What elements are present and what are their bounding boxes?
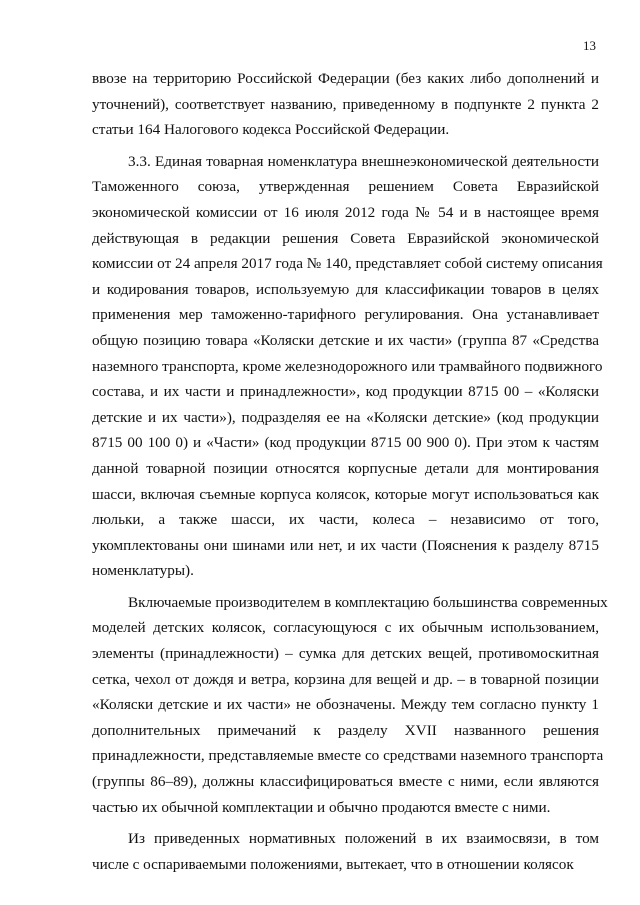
paragraph xyxy=(92,826,599,877)
paragraph-line: данной товарной позиции относятся корпусные детали для монтирования xyxy=(92,459,599,477)
paragraph-line: сетка, чехол от дождя и ветра, корзина для вещей и др. – в товарной позиции xyxy=(92,670,599,688)
paragraph-line: Таможенного союза, утвержденная решением Совета Евразийской xyxy=(92,178,599,196)
paragraph-line: укомплектованы они шинами или нет, и их части (Пояснения к разделу 8715 xyxy=(92,536,599,554)
page-number: 13 xyxy=(583,38,596,53)
paragraph-line: 8715 00 100 0) и «Части» (код продукции 8715 00 900 0). При этом к частям xyxy=(92,434,599,452)
paragraph-line: комиссии от 24 апреля 2017 года № 140, представляет собой систему описания xyxy=(92,255,603,273)
paragraph-line: статьи 164 Налогового кодекса Российской Федерации. xyxy=(92,121,450,139)
paragraph-line: «Коляски детские и их части» не обозначены. Между тем согласно пункту 1 xyxy=(92,696,599,714)
paragraph-line: и кодирования товаров, используемую для классификации товаров в целях xyxy=(92,280,599,298)
paragraph-line: экономической комиссии от 16 июля 2012 года № 54 и в настоящее время xyxy=(92,203,599,221)
paragraph-line: люльки, а также шасси, их части, колеса – независимо от того, xyxy=(92,511,599,529)
paragraph-line: (группы 86–89), должны классифицироваться вместе с ними, если являются xyxy=(92,773,599,791)
paragraph xyxy=(92,590,608,820)
paragraph-line: принадлежности, представляемые вместе со средствами наземного транспорта xyxy=(92,747,604,765)
paragraph-line: дополнительных примечаний к разделу XVII названного решения xyxy=(92,721,599,739)
paragraph-line: детские и их части»), подразделяя ее на «Коляски детские» (код продукции xyxy=(92,408,599,426)
paragraph-line: моделей детских колясок, согласующуюся с их обычным использованием, xyxy=(92,619,599,637)
paragraph xyxy=(92,66,599,143)
paragraph-line: наземного транспорта, кроме железнодорожного или трамвайного подвижного xyxy=(92,357,603,375)
document-body xyxy=(92,66,608,877)
paragraph xyxy=(92,149,603,584)
paragraph-line: Включаемые производителем в комплектацию большинства современных xyxy=(128,593,608,611)
paragraph-line: ввозе на территорию Российской Федерации (без каких либо дополнений и xyxy=(92,70,599,87)
paragraph-line: шасси, включая съемные корпуса колясок, которые могут использоваться как xyxy=(92,485,599,503)
paragraph-line: Из приведенных нормативных положений в их взаимосвязи, в том xyxy=(128,830,599,848)
paragraph-line: элементы (принадлежности) – сумка для детских вещей, противомоскитная xyxy=(92,645,599,663)
paragraph-line: общую позицию товара «Коляски детские и их части» (группа 87 «Средства xyxy=(92,331,599,349)
paragraph-line: числе с оспариваемыми положениями, вытекает, что в отношении колясок xyxy=(92,855,574,873)
paragraph-line: уточнений), соответствует названию, приведенному в подпункте 2 пункта 2 xyxy=(92,95,599,113)
paragraph-line: частью их обычной комплектации и обычно продаются вместе с ними. xyxy=(92,798,551,816)
paragraph-line: 3.3. Единая товарная номенклатура внешнеэкономической деятельности xyxy=(128,152,599,170)
paragraph-line: действующая в редакции решения Совета Евразийской экономической xyxy=(92,229,599,247)
paragraph-line: применения мер таможенно-тарифного регулирования. Она устанавливает xyxy=(92,306,599,324)
paragraph-line: номенклатуры). xyxy=(92,562,194,580)
paragraph-line: состава, и их части и принадлежности», код продукции 8715 00 – «Коляски xyxy=(92,383,599,401)
